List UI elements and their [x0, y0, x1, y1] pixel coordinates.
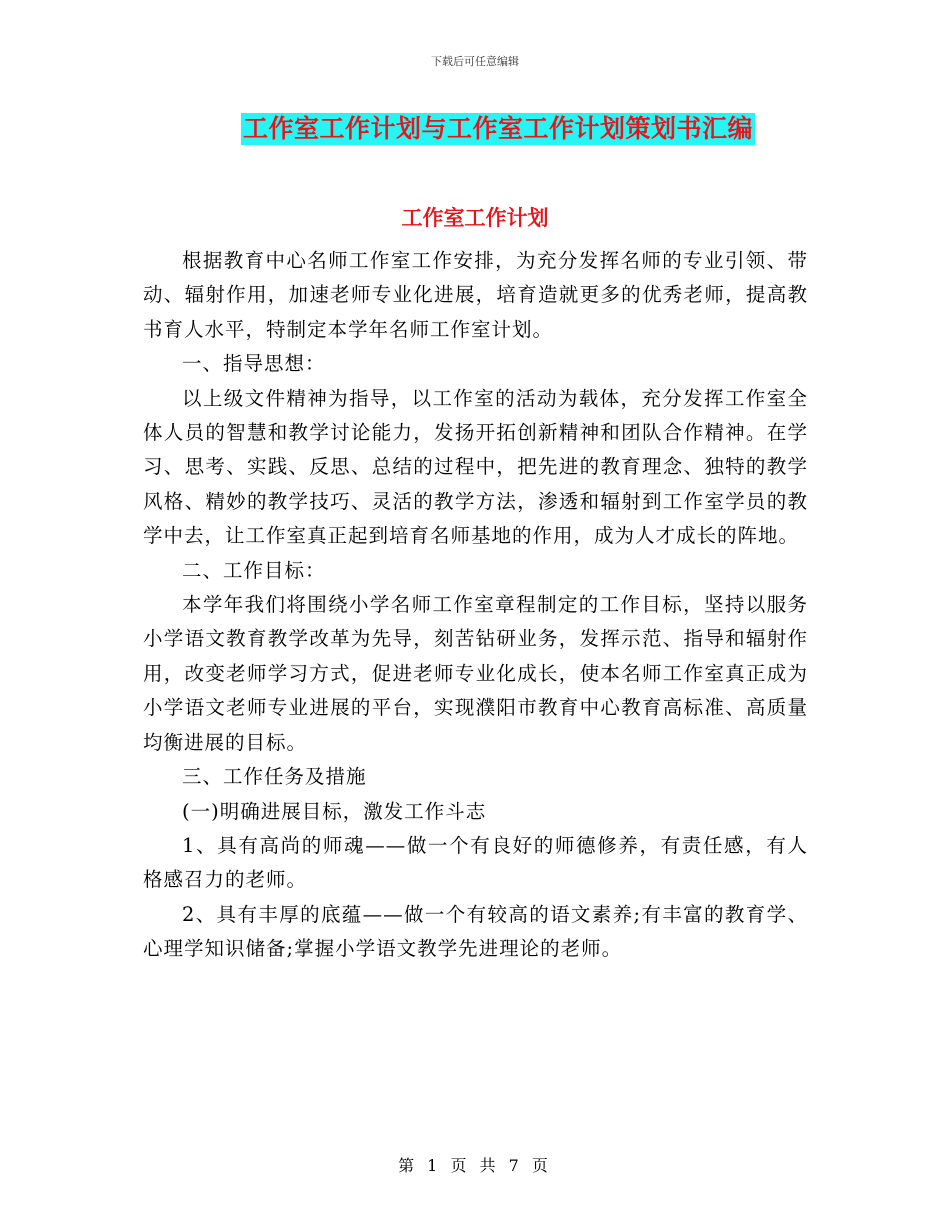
- heading-guiding-ideology: 一、指导思想：: [182, 352, 326, 376]
- paragraph-work-goals: 本学年我们将围绕小学名师工作室章程制定的工作目标，坚持以服务小学语文教育教学改革为先导，刻苦钻研业务，发挥示范、指导和辐射作用，改变老师学习方式，促进老师专业化成长，使本名师工作室真正成为小学语文老师专业进展的平台，实现濮阳市教育中心教育高标准、高质量均衡进展的目标。: [143, 593, 808, 754]
- document-body: [143, 244, 808, 967]
- header-note: 下载后可任意编辑: [431, 55, 519, 68]
- document-title-container: [0, 113, 950, 145]
- heading-tasks-measures: 三、工作任务及措施: [182, 765, 367, 789]
- paragraph-guiding-ideology: 以上级文件精神为指导，以工作室的活动为载体，充分发挥工作室全体人员的智慧和教学讨论能力，发扬开拓创新精神和团队合作精神。在学习、思考、实践、反思、总结的过程中，把先进的教育理念、独特的教学风格、精妙的教学技巧、灵活的教学方法，渗透和辐射到工作室学员的教学中去，让工作室真正起到培育名师基地的作用，成为人才成长的阵地。: [143, 386, 808, 548]
- page-number-footer: 第 1 页 共 7 页: [398, 1156, 552, 1175]
- paragraph-intro: 根据教育中心名师工作室工作安排，为充分发挥名师的专业引领、带动、辐射作用，加速老师专业化进展，培育造就更多的优秀老师，提高教书育人水平，特制定本学年名师工作室计划。: [143, 249, 808, 341]
- section-title: 工作室工作计划: [401, 205, 549, 230]
- document-title: 工作室工作计划与工作室工作计划策划书汇编: [242, 114, 753, 143]
- subheading-clear-goals: (一)明确进展目标，激发工作斗志: [182, 799, 487, 823]
- list-item-2: 2、具有丰厚的底蕴——做一个有较高的语文素养;有丰富的教育学、心理学知识储备;掌握小学语文教学先进理论的老师。: [143, 902, 808, 961]
- heading-work-goals: 二、工作目标：: [182, 558, 326, 582]
- list-item-1: 1、具有高尚的师魂——做一个有良好的师德修养，有责任感，有人格感召力的老师。: [143, 833, 808, 892]
